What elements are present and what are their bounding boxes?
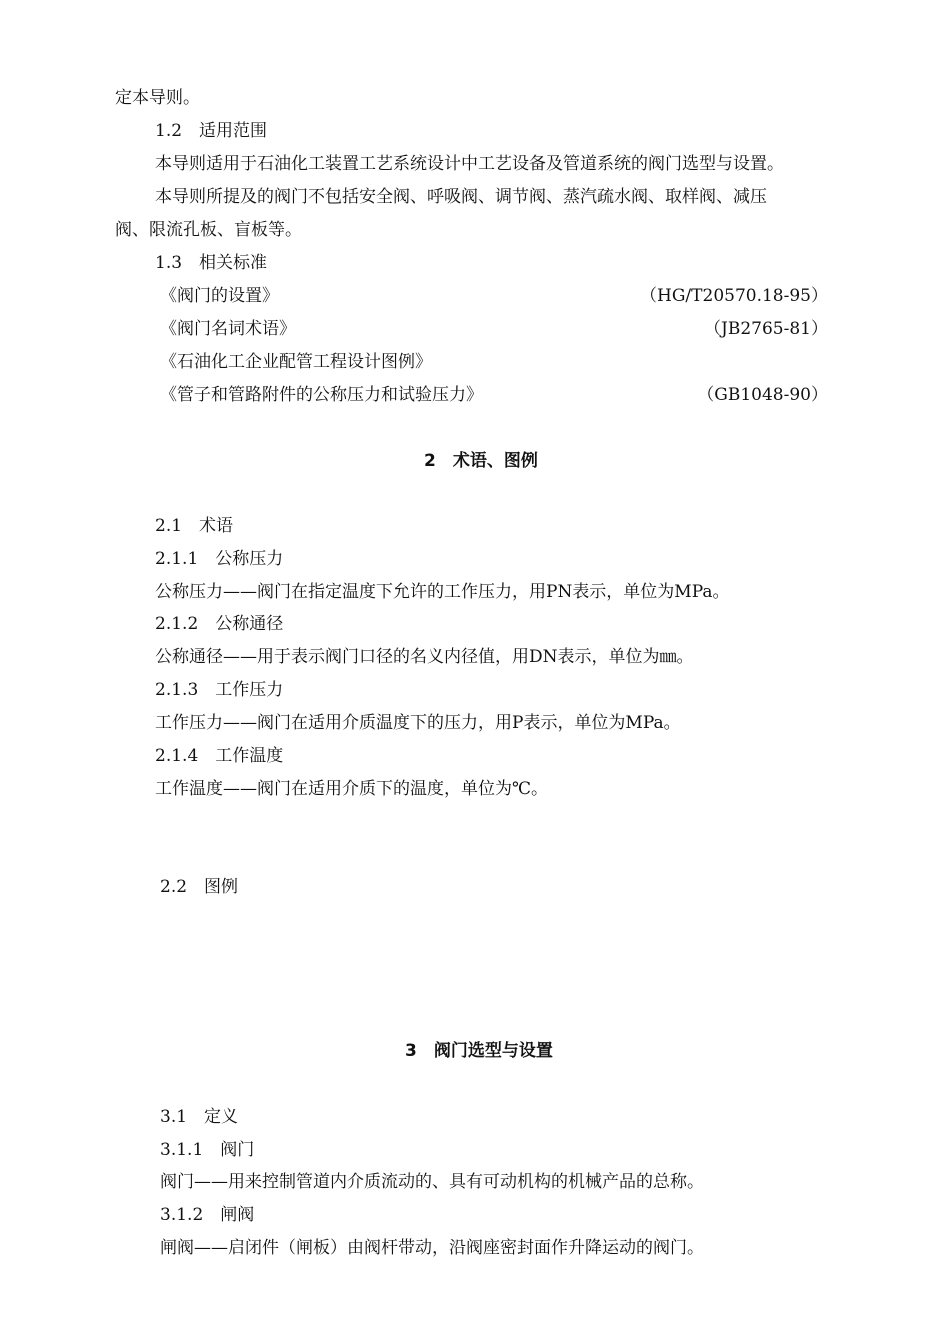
section-3-1-2-heading: 3.1.2 闸阀	[160, 1205, 255, 1225]
standard-title: 《阀门的设置》	[160, 286, 279, 306]
standard-code: （GB1048-90）	[697, 385, 828, 405]
section-2-2-heading: 2.2 图例	[160, 877, 239, 897]
section-1-2-heading: 1.2 适用范围	[155, 121, 268, 141]
paragraph: 公称通径——用于表示阀门口径的名义内径值，用DN表示，单位为㎜。	[155, 647, 694, 667]
section-1-3-heading: 1.3 相关标准	[155, 253, 268, 273]
paragraph: 阀、限流孔板、盲板等。	[115, 220, 302, 240]
standard-reference	[160, 285, 828, 307]
paragraph: 工作温度——阀门在适用介质下的温度，单位为℃。	[155, 779, 549, 799]
section-2-1-4-heading: 2.1.4 工作温度	[155, 746, 284, 766]
standard-reference	[160, 384, 828, 406]
continued-text: 定本导则。	[115, 88, 200, 108]
chapter-3-title: 3 阀门选型与设置	[405, 1041, 553, 1061]
section-3-1-1-heading: 3.1.1 阀门	[160, 1140, 255, 1160]
standard-code: （JB2765-81）	[704, 319, 828, 339]
paragraph: 工作压力——阀门在适用介质温度下的压力，用P表示，单位为MPa。	[155, 713, 681, 733]
standard-reference	[160, 351, 828, 373]
section-2-1-1-heading: 2.1.1 公称压力	[155, 549, 284, 569]
paragraph: 公称压力——阀门在指定温度下允许的工作压力，用PN表示，单位为MPa。	[155, 582, 730, 602]
section-2-1-heading: 2.1 术语	[155, 516, 234, 536]
paragraph: 闸阀——启闭件（闸板）由阀杆带动，沿阀座密封面作升降运动的阀门。	[160, 1238, 704, 1258]
standard-title: 《石油化工企业配管工程设计图例》	[160, 352, 432, 372]
paragraph: 本导则适用于石油化工装置工艺系统设计中工艺设备及管道系统的阀门选型与设置。	[155, 154, 784, 174]
section-2-1-2-heading: 2.1.2 公称通径	[155, 614, 284, 634]
standard-title: 《阀门名词术语》	[160, 319, 296, 339]
standard-reference	[160, 318, 828, 340]
standard-code: （HG/T20570.18-95）	[640, 286, 828, 306]
standard-title: 《管子和管路附件的公称压力和试验压力》	[160, 385, 483, 405]
chapter-2-title: 2 术语、图例	[424, 451, 538, 471]
paragraph: 阀门——用来控制管道内介质流动的、具有可动机构的机械产品的总称。	[160, 1172, 704, 1192]
section-3-1-heading: 3.1 定义	[160, 1107, 239, 1127]
paragraph: 本导则所提及的阀门不包括安全阀、呼吸阀、调节阀、蒸汽疏水阀、取样阀、减压	[155, 187, 767, 207]
section-2-1-3-heading: 2.1.3 工作压力	[155, 680, 284, 700]
